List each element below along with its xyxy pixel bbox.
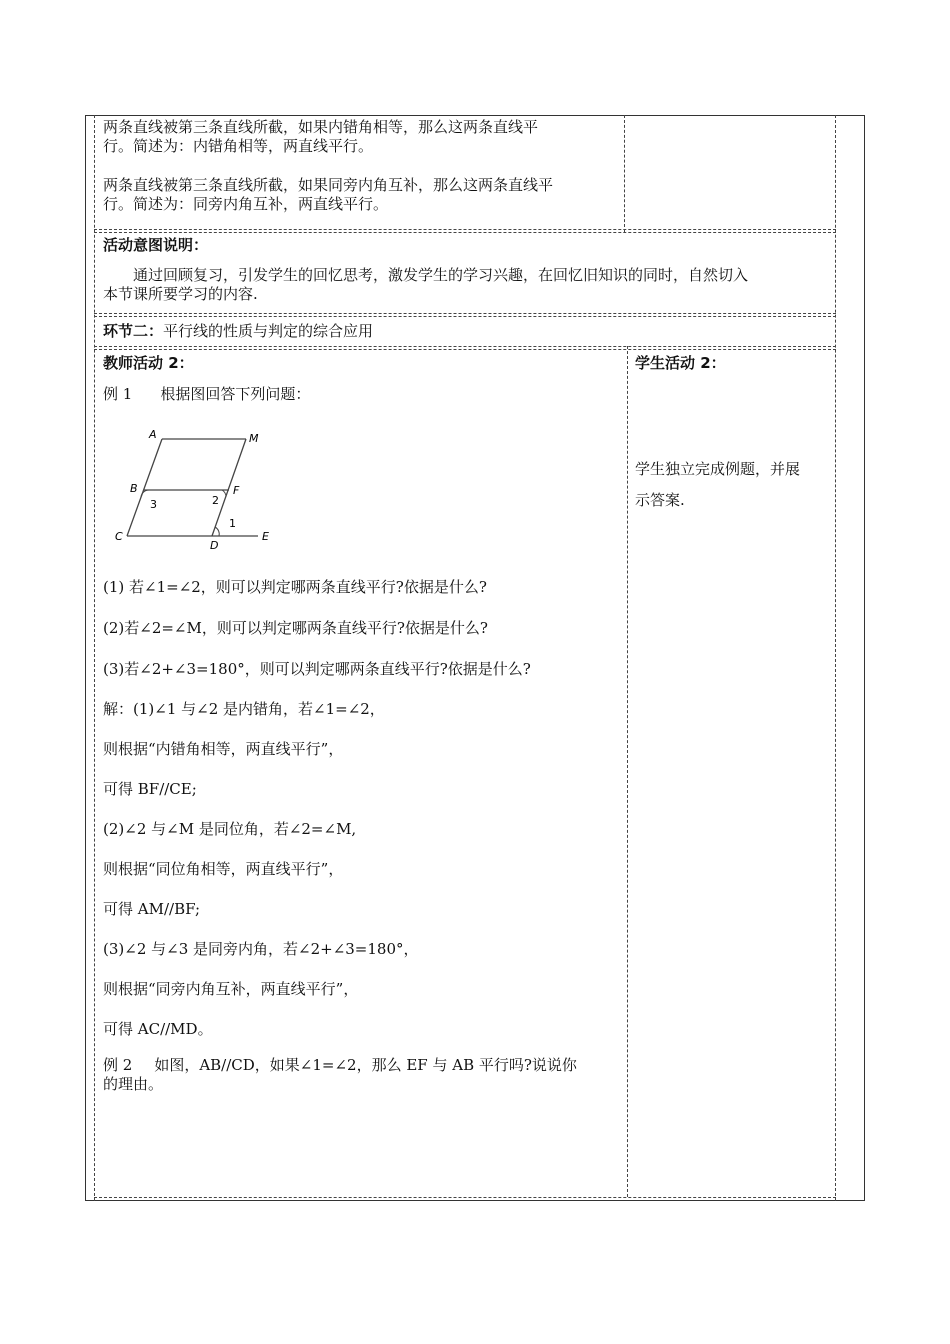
example1-label: 例 1	[103, 385, 133, 403]
solution-line: 则根据“同旁内角互补，两直线平行”，	[103, 980, 359, 998]
solution-line: 则根据“同位角相等，两直线平行”，	[103, 860, 344, 878]
example1-figure	[112, 424, 282, 554]
column-divider	[627, 346, 628, 1197]
example2-text: 如图，AB//CD，如果∠1=∠2，那么 EF 与 AB 平行吗?说说你	[154, 1056, 577, 1074]
solution-line: (3)∠2 与∠3 是同旁内角，若∠2+∠3=180°，	[103, 940, 419, 958]
solution-line: 则根据“内错角相等，两直线平行”，	[103, 740, 344, 758]
row-divider	[94, 313, 836, 314]
label-A: A	[149, 428, 157, 441]
intent-text-line1: 通过回顾复习，引发学生的回忆思考，激发学生的学习兴趣，在回忆旧知识的同时，自然切入	[133, 266, 749, 284]
solution-line: 可得 AC//MD。	[103, 1020, 213, 1038]
angle-label-1: 1	[229, 517, 236, 530]
student-text	[635, 454, 830, 516]
label-M: M	[249, 432, 259, 445]
label-C: C	[115, 530, 123, 543]
theorem-alt-interior-summary: 行。简述为：内错角相等，两直线平行。	[103, 137, 374, 155]
student-heading: 学生活动 2：	[635, 354, 726, 372]
section2-label: 环节二：	[103, 322, 164, 340]
label-E: E	[262, 530, 269, 543]
section2-text: 平行线的性质与判定的综合应用	[163, 322, 374, 340]
angle-3-arc	[141, 490, 149, 497]
question-1: (1) 若∠1=∠2，则可以判定哪两条直线平行?依据是什么?	[103, 578, 487, 596]
angle-1-arc	[215, 527, 219, 536]
solution-line: 可得 BF//CE;	[103, 780, 197, 798]
section2-title	[103, 322, 373, 341]
example2-text-cont: 的理由。	[103, 1075, 164, 1093]
theorem-co-interior-summary: 行。简述为：同旁内角互补，两直线平行。	[103, 195, 389, 213]
theorem-co-interior-line: 两条直线被第三条直线所截，如果同旁内角互补，那么这两条直线平	[103, 176, 554, 194]
solution-line: 可得 AM//BF;	[103, 900, 201, 918]
example2	[103, 1056, 618, 1094]
angle-label-2: 2	[212, 494, 219, 507]
question-2: (2)若∠2=∠M，则可以判定哪两条直线平行?依据是什么?	[103, 619, 488, 637]
example1-text: 根据图回答下列问题：	[160, 385, 311, 403]
top-section	[103, 118, 618, 214]
intent-text-line2: 本节课所要学习的内容.	[103, 285, 258, 303]
label-D: D	[210, 539, 219, 552]
row-divider	[94, 349, 836, 350]
intent-text	[103, 266, 833, 304]
example2-label: 例 2	[103, 1056, 133, 1074]
intent-heading: 活动意图说明：	[103, 236, 209, 254]
column-divider	[624, 115, 625, 232]
label-F: F	[233, 484, 240, 497]
student-text-line1: 学生独立完成例题，并展	[635, 460, 801, 478]
solution-line: (2)∠2 与∠M 是同位角，若∠2=∠M,	[103, 820, 357, 838]
row-divider	[94, 1197, 836, 1198]
student-text-line2: 示答案.	[635, 491, 685, 509]
solution	[103, 699, 419, 1059]
teacher-heading: 教师活动 2：	[103, 354, 194, 372]
row-divider	[94, 346, 836, 347]
question-3: (3)若∠2+∠3=180°，则可以判定哪两条直线平行?依据是什么?	[103, 660, 531, 678]
angle-label-3: 3	[150, 498, 157, 511]
label-B: B	[130, 482, 138, 495]
row-divider	[94, 232, 836, 233]
theorem-alt-interior-line: 两条直线被第三条直线所截，如果内错角相等，那么这两条直线平	[103, 118, 539, 136]
example1-prompt	[103, 385, 310, 404]
row-divider	[94, 316, 836, 317]
row-divider	[94, 229, 836, 230]
solution-line: 解：(1)∠1 与∠2 是内错角，若∠1=∠2，	[103, 700, 385, 718]
